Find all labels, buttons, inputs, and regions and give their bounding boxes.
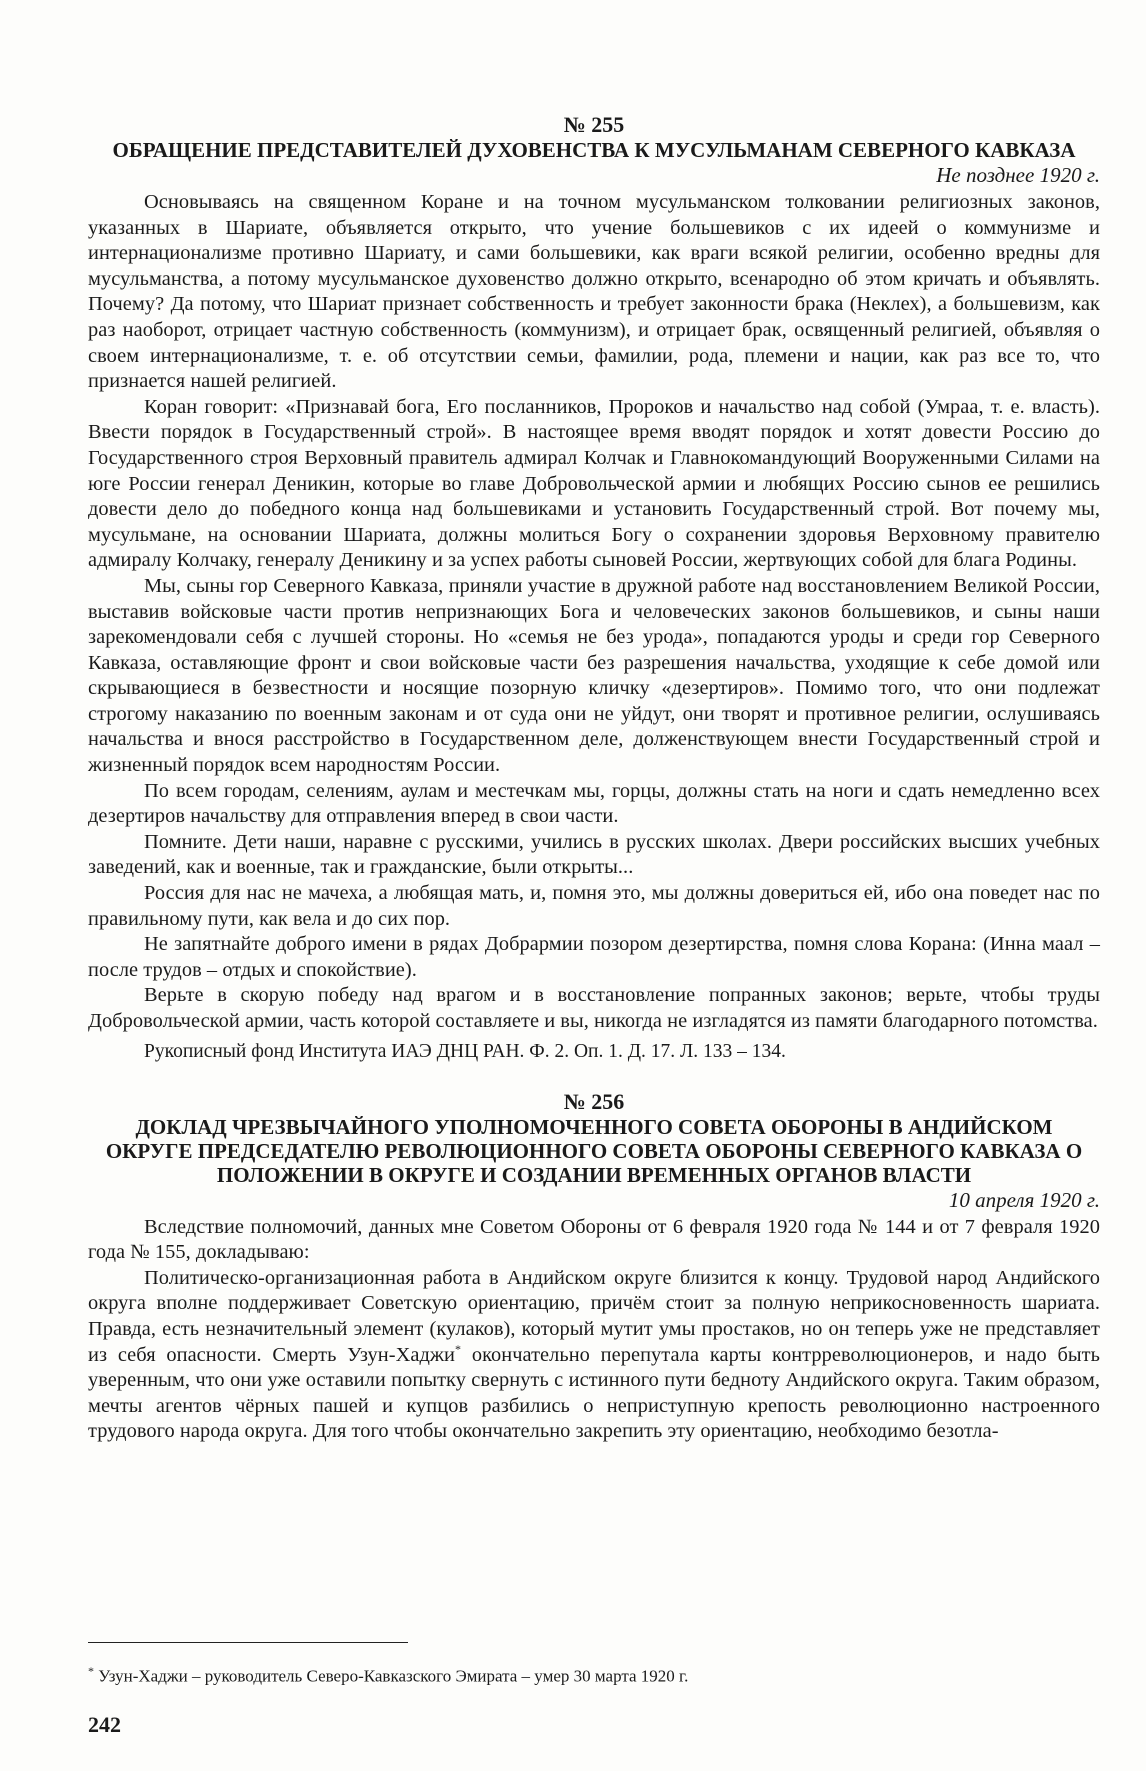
- page-number: 242: [88, 1712, 121, 1737]
- document-number: № 256: [563, 1088, 625, 1114]
- page-content: [88, 112, 1100, 1445]
- footnote-mark: *: [88, 1664, 94, 1678]
- document-date: 10 апреля 1920 г.: [948, 1187, 1100, 1212]
- paragraph: Основываясь на священном Коране и на точном мусульманском толковании религиозных законов, указанных в Шариате, объявляется открыто, что учение большевиков с их идеей о коммунизме и интернационализме противно Шариату, и сами большевики, как враги всякой религии, особенно вредны для мусульманства, а потому мусульманское духовенство должно открыто, всенародно об этом кричать и объявлять. Почему? Да потому, что Шариат признает собственность и требует законности брака (Неклех), а большевизм, как раз наоборот, отрицает частную собственность (коммунизм), и отрицает брак, освященный религией, объявляя о своем интернационализме, т. е. об отсутствии семьи, фамилии, рода, племени и нации, как раз все то, что признается нашей религией.: [88, 191, 1100, 393]
- footnote-divider: [88, 1642, 408, 1643]
- document-256: [88, 1089, 1100, 1445]
- paragraph: Не запятнайте доброго имени в рядах Добрармии позором дезертирства, помня слова Корана: (Инна маал – после трудов – отдых и спокойствие).: [88, 933, 1100, 981]
- paragraph: Помните. Дети наши, наравне с русскими, учились в русских школах. Двери российских высших учебных заведений, как и военные, так и гражданские, были открыты...: [88, 830, 1100, 879]
- paragraph: Россия для нас не мачеха, а любящая мать, и, помня это, мы должны довериться ей, ибо она поведет нас по правильному пути, как вела и до сих пор.: [88, 882, 1100, 930]
- paragraph: Мы, сыны гор Северного Кавказа, приняли участие в дружной работе над восстановлением Великой России, выставив войсковые части против непризнающих Бога и человеческих законов большевиков, и сыны наши зарекомендовали себя с лучшей стороны. Но «семья не без урода», попадаются уроды и среди гор Северного Кавказа, оставляющие фронт и свои войсковые части без разрешения начальства, уходящие к себе домой или скрывающиеся в безвестности и носящие позорную кличку «дезертиров». Помимо того, что они подлежат строгому наказанию по военным законам и от суда они не уйдут, они творят и противное религии, ослушиваясь начальства и внося расстройство в Государственном деле, долженствующем внести Государственный строй и жизненный порядок всем народностям России.: [88, 574, 1100, 777]
- footnote-reference: *: [455, 1341, 462, 1356]
- document-title: ОБРАЩЕНИЕ ПРЕДСТАВИТЕЛЕЙ ДУХОВЕНСТВА К МУСУЛЬМАНАМ СЕВЕРНОГО КАВКАЗА: [112, 138, 1076, 162]
- document-date: Не позднее 1920 г.: [936, 163, 1100, 187]
- paragraph-text: Политическо-организационная работа в Андийском округе близится к концу. Трудовой народ Андийского округа вполне поддерживает Советскую ориентацию, причём стоит за полную неприкосновенность шариата. Правда, есть незначительный элемент (кулаков), который мутит умы простаков, но он теперь уже не представляет из себя опасности. Смерть Узун-Хаджи: [88, 1266, 1100, 1366]
- paragraph-with-footnote: [88, 1266, 1100, 1445]
- document-title: ДОКЛАД ЧРЕЗВЫЧАЙНОГО УПОЛНОМОЧЕННОГО СОВЕТА ОБОРОНЫ В АНДИЙСКОМ ОКРУГЕ ПРЕДСЕДАТЕЛЮ РЕВОЛЮЦИОННОГО СОВЕТА ОБОРОНЫ СЕВЕРНОГО КАВКАЗА О ПОЛОЖЕНИИ В ОКРУГЕ И СОЗДАНИИ ВРЕМЕННЫХ ОРГАНОВ ВЛАСТИ: [105, 1114, 1083, 1187]
- paragraph-text: окончательно перепутала карты контрреволюционеров, и надо быть уверенным, что они уже оставили попытку свернуть с истинного пути бедноту Андийского округа. Таким образом, мечты агентов чёрных пашей и купцов разбились о неприступную крепость революционно настроенного трудового народа округа. Для того чтобы окончательно закрепить эту ориентацию, необходимо безотла-: [88, 1343, 1100, 1443]
- section-gap: [88, 1065, 1100, 1089]
- paragraph: Вследствие полномочий, данных мне Советом Обороны от 6 февраля 1920 года № 144 и от 7 февраля 1920 года № 155, докладываю:: [88, 1215, 1100, 1264]
- paragraph: По всем городам, селениям, аулам и местечкам мы, горцы, должны стать на ноги и сдать немедленно всех дезертиров начальству для отправления вперед в свои части.: [88, 779, 1100, 828]
- document-255: [88, 112, 1100, 1065]
- paragraph: Коран говорит: «Признавай бога, Его посланников, Пророков и начальство над собой (Умраа, т. е. власть). Ввести порядок в Государственный строй». В настоящее время вводят порядок и хотят довести Россию до Государственного строя Верховный правитель адмирал Колчак и Главнокомандующий Вооруженными Силами на юге России генерал Деникин, которые во главе Добровольческой армии и любящих Россию сынов ее решились довести дело до победного конца над большевиками и установить Государственный строй. Вот почему мы, мусульмане, на основании Шариата, должны молиться Богу о сохранении здоровья Верховному правителю адмиралу Колчаку, генералу Деникину и за успех работы сыновей России, жертвующих собой для блага Родины.: [88, 395, 1100, 572]
- paragraph: Верьте в скорую победу над врагом и в восстановление попранных законов; верьте, чтобы труды Добровольческой армии, часть которой составляете и вы, никогда не изгладятся из памяти благодарного потомства.: [88, 984, 1100, 1032]
- document-number: № 255: [563, 112, 625, 137]
- footnote-text: Узун-Хаджи – руководитель Северо-Кавказского Эмирата – умер 30 марта 1920 г.: [94, 1666, 689, 1686]
- archive-source: Рукописный фонд Института ИАЭ ДНЦ РАН. Ф. 2. Оп. 1. Д. 17. Л. 133 – 134.: [144, 1040, 786, 1062]
- footnote: [88, 1660, 1088, 1688]
